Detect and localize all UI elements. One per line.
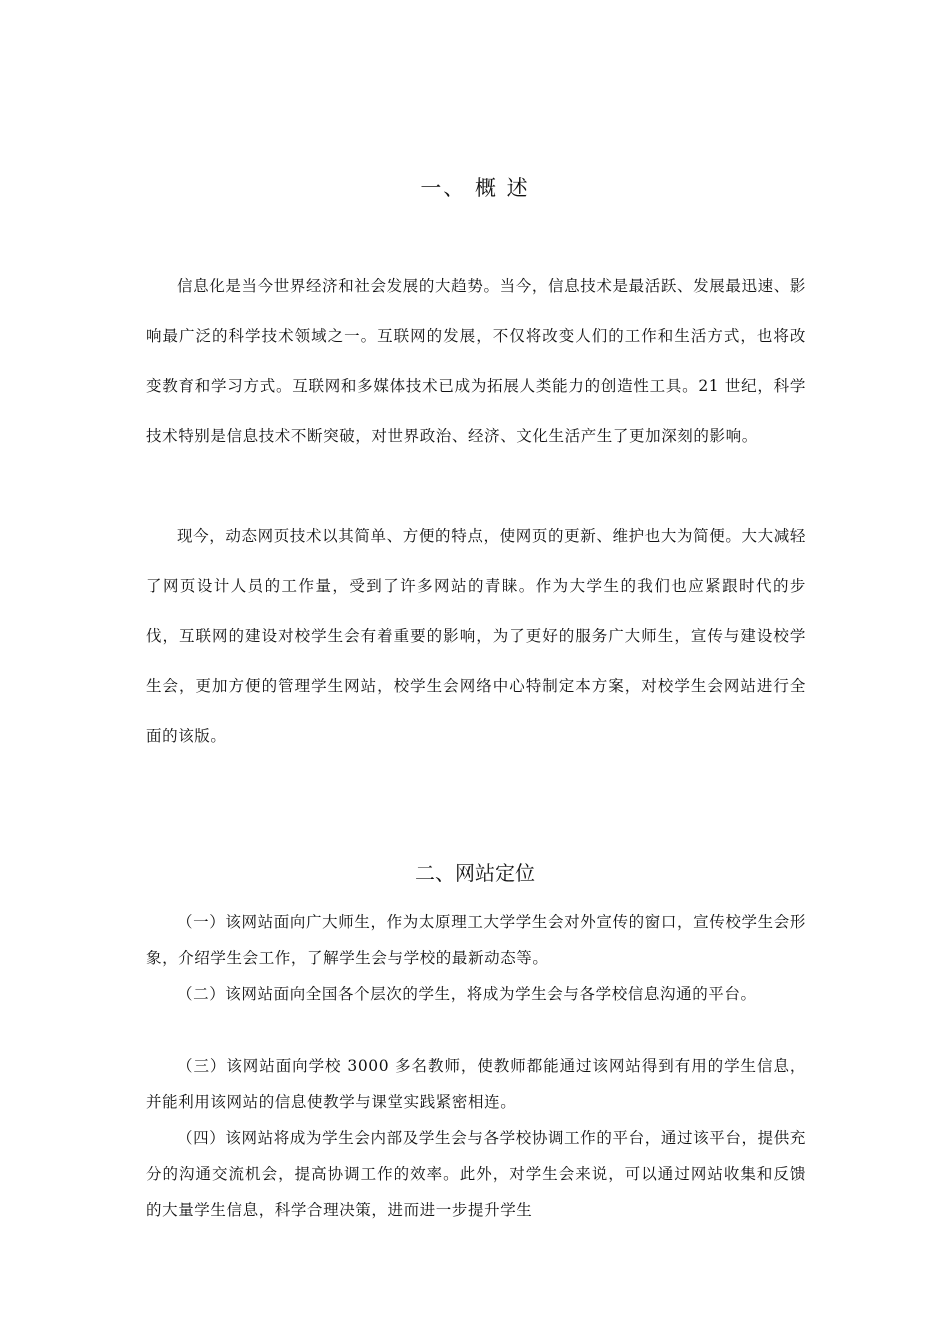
section-title-overview: 一、 概 述 xyxy=(420,176,530,200)
paragraph: 信息化是当今世界经济和社会发展的大趋势。当今，信息技术是最活跃、发展最迅速、影响最广泛的科学技术领域之一。互联网的发展，不仅将改变人们的工作和生活方式，也将改变教育和学习方式。互联网和多媒体技术已成为拓展人类能力的创造性工具。21 世纪，科学技术特别是信息技术不断突破，对世界政治、经济、文化生活产生了更加深刻的影响。 xyxy=(146,277,806,445)
paragraph: 现今，动态网页技术以其简单、方便的特点，使网页的更新、维护也大为简便。大大减轻了网页设计人员的工作量，受到了许多网站的青睐。作为大学生的我们也应紧跟时代的步伐，互联网的建设对校学生会有着重要的影响，为了更好的服务广大师生，宣传与建设校学生会，更加方便的管理学生网站，校学生会网络中心特制定本方案，对校学生会网站进行全面的该版。 xyxy=(146,527,806,745)
list-item: （一）该网站面向广大师生，作为太原理工大学学生会对外宣传的窗口，宣传校学生会形象，介绍学生会工作，了解学生会与学校的最新动态等。 xyxy=(146,913,806,967)
list-item: （三）该网站面向学校 3000 多名教师，使教师都能通过该网站得到有用的学生信息，并能利用该网站的信息使教学与课堂实践紧密相连。 xyxy=(146,1057,806,1111)
list-item: （二）该网站面向全国各个层次的学生，将成为学生会与各学校信息沟通的平台。 xyxy=(177,985,757,1003)
list-item: （四）该网站将成为学生会内部及学生会与各学校协调工作的平台，通过该平台，提供充分的沟通交流机会，提高协调工作的效率。此外，对学生会来说，可以通过网站收集和反馈的大量学生信息，科学合理决策，进而进一步提升学生 xyxy=(146,1129,806,1219)
section-title-positioning: 二、网站定位 xyxy=(415,861,535,885)
